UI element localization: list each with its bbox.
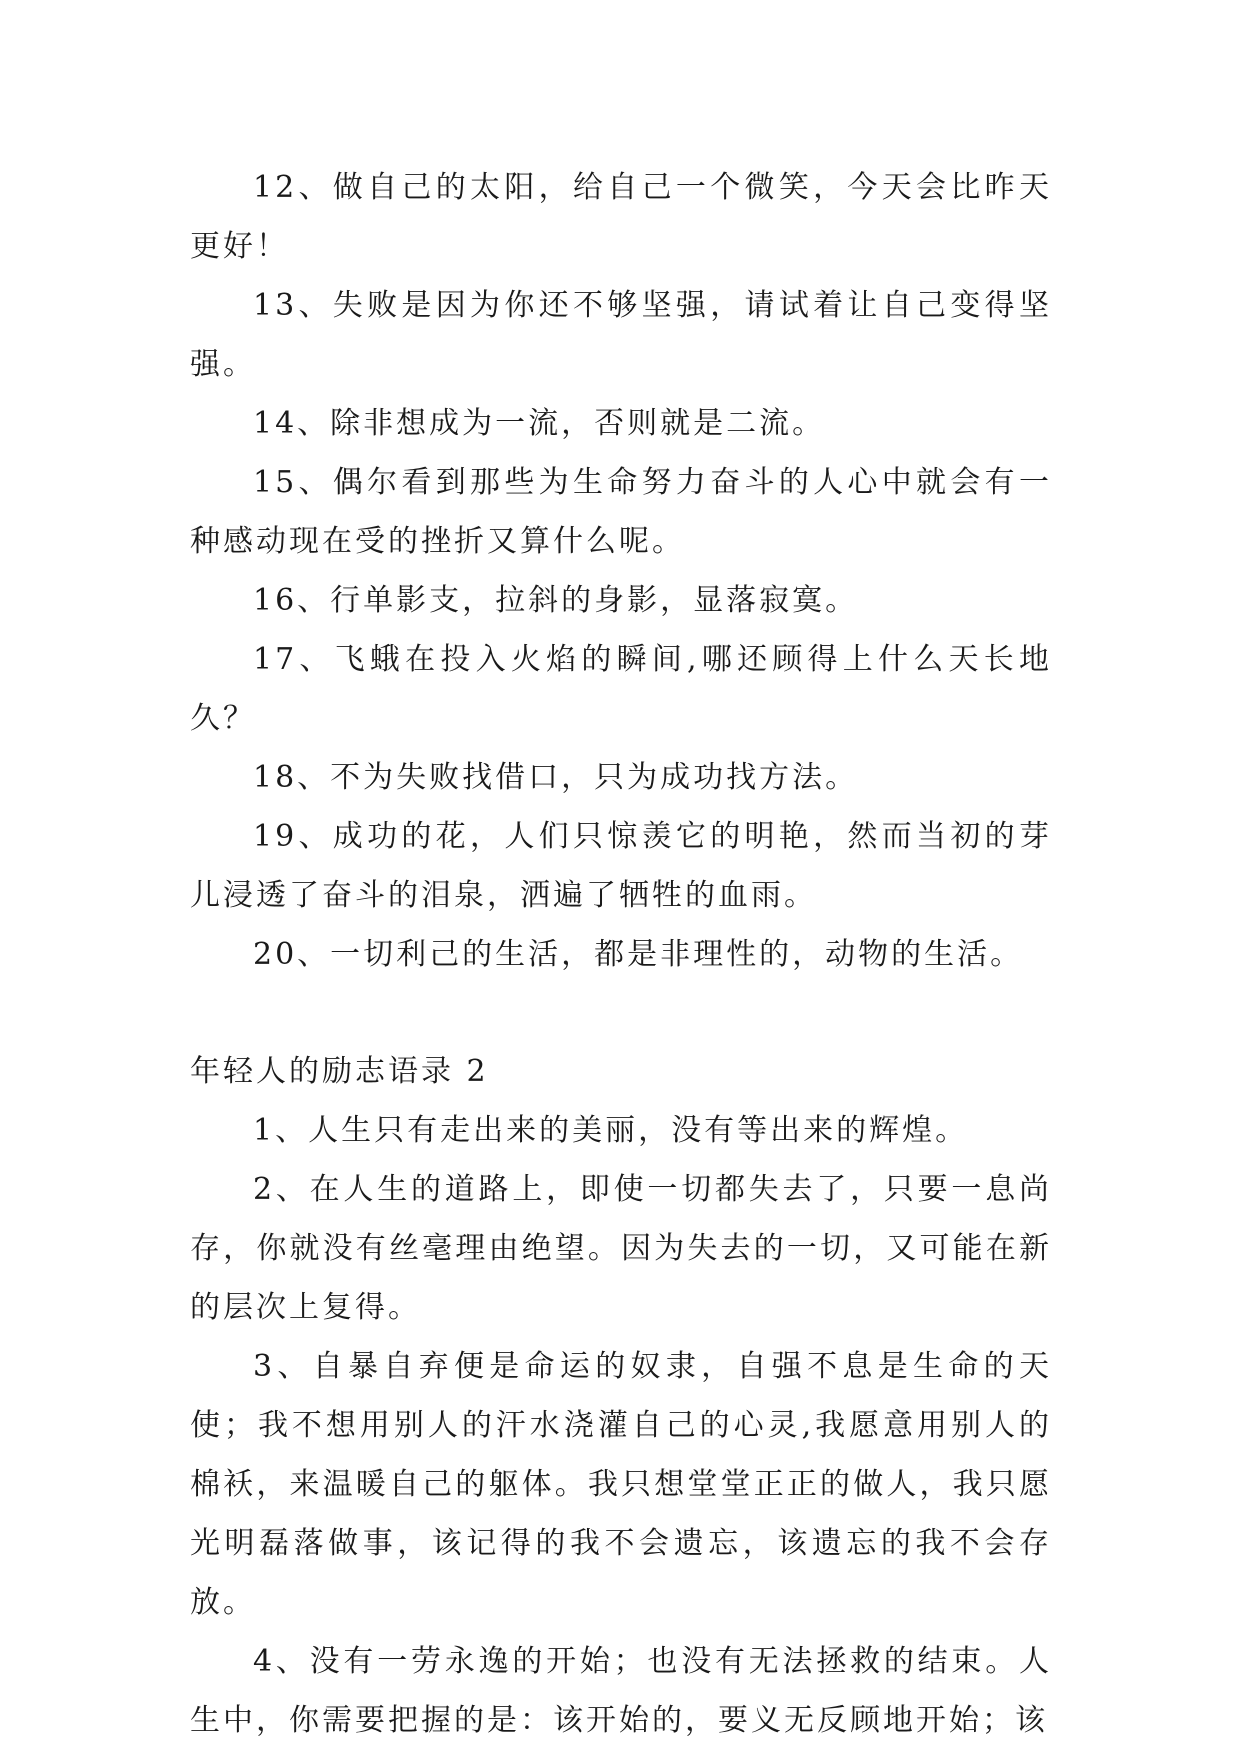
paragraph-12: 12、做自己的太阳，给自己一个微笑，今天会比昨天更好！ [190, 170, 1052, 264]
paragraph-1: 1、人生只有走出来的美丽，没有等出来的辉煌。 [253, 1113, 969, 1148]
paragraph-17: 17、飞蛾在投入火焰的瞬间,哪还顾得上什么天长地久？ [190, 642, 1052, 736]
paragraph-16: 16、行单影支，拉斜的身影，显落寂寞。 [253, 583, 859, 618]
section-heading: 年轻人的励志语录 2 [190, 1054, 489, 1089]
paragraph-4: 4、没有一劳永逸的开始；也没有无法拯救的结束。人生中，你需要把握的是：该开始的，要义无反顾地开始；该 [190, 1644, 1052, 1738]
document-body [190, 158, 1052, 1750]
paragraph-20: 20、一切利己的生活，都是非理性的，动物的生活。 [253, 937, 1024, 972]
paragraph-2: 2、在人生的道路上，即使一切都失去了，只要一息尚存，你就没有丝毫理由绝望。因为失去的一切，又可能在新的层次上复得。 [190, 1172, 1052, 1325]
paragraph-3: 3、自暴自弃便是命运的奴隶，自强不息是生命的天使；我不想用别人的汗水浇灌自己的心灵,我愿意用别人的棉袄，来温暖自己的躯体。我只想堂堂正正的做人，我只愿光明磊落做事，该记得的我不会遗忘，该遗忘的我不会存放。 [190, 1349, 1052, 1620]
paragraph-14: 14、除非想成为一流，否则就是二流。 [253, 406, 826, 441]
paragraph-19: 19、成功的花，人们只惊羡它的明艳，然而当初的芽儿浸透了奋斗的泪泉，洒遍了牺牲的血雨。 [190, 819, 1052, 913]
paragraph-13: 13、失败是因为你还不够坚强，请试着让自己变得坚强。 [190, 288, 1052, 382]
paragraph-18: 18、不为失败找借口，只为成功找方法。 [253, 760, 859, 795]
paragraph-15: 15、偶尔看到那些为生命努力奋斗的人心中就会有一种感动现在受的挫折又算什么呢。 [190, 465, 1052, 559]
